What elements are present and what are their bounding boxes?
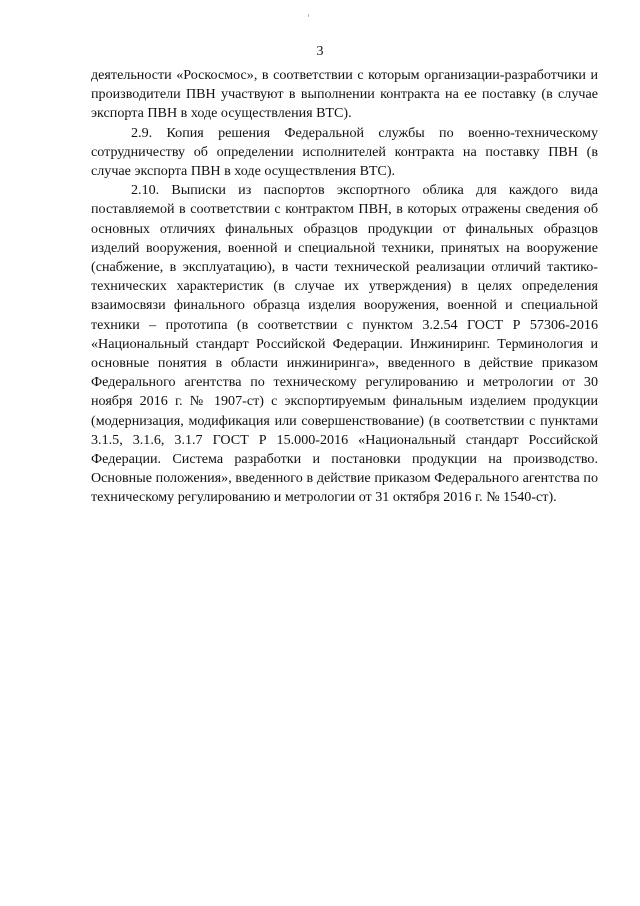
paragraph-2-9: 2.9. Копия решения Федеральной службы по военно-техническому сотрудничеству об определении исполнителей контракта на поставку ПВН (в случае экспорта ПВН в ходе осуществления ВТС).	[91, 124, 598, 180]
document-body	[91, 66, 598, 508]
page-number: 3	[316, 44, 324, 59]
scan-mark	[308, 14, 309, 17]
paragraph-continuation: деятельности «Роскосмос», в соответствии с которым организации-разработчики и производители ПВН участвуют в выполнении контракта на ее поставку (в случае экспорта ПВН в ходе осуществления ВТС).	[91, 67, 598, 122]
paragraph-2-10: 2.10. Выписки из паспортов экспортного облика для каждого вида поставляемой в соответствии с контрактом ПВН, в которых отражены сведения об основных отличиях финальных образцов продукции от финальных образцов изделий вооружения, военной и специальной техники, принятых на вооружение (снабжение, в эксплуатацию), в части технической реализации отличий тактико-технических характеристик (в случае их утверждения) в целях определения взаимосвязи финального образца изделия вооружения, военной и специальной техники – прототипа (в соответствии с пунктом 3.2.54 ГОСТ Р 57306-2016 «Национальный стандарт Российской Федерации. Инжиниринг. Терминология и основные понятия в области инжиниринга», введенного в действие приказом Федерального агентства по техническому регулированию и метрологии от 30 ноября 2016 г. № 1907-ст) с экспортируемым финальным изделием продукции (модернизация, модификация или совершенствование) (в соответствии с пунктами 3.1.5, 3.1.6, 3.1.7 ГОСТ Р 15.000-2016 «Национальный стандарт Российской Федерации. Система разработки и постановки продукции на производство. Основные положения», введенного в действие приказом Федерального агентства по техническому регулированию и метрологии от 31 октября 2016 г. № 1540-ст).	[91, 182, 598, 506]
